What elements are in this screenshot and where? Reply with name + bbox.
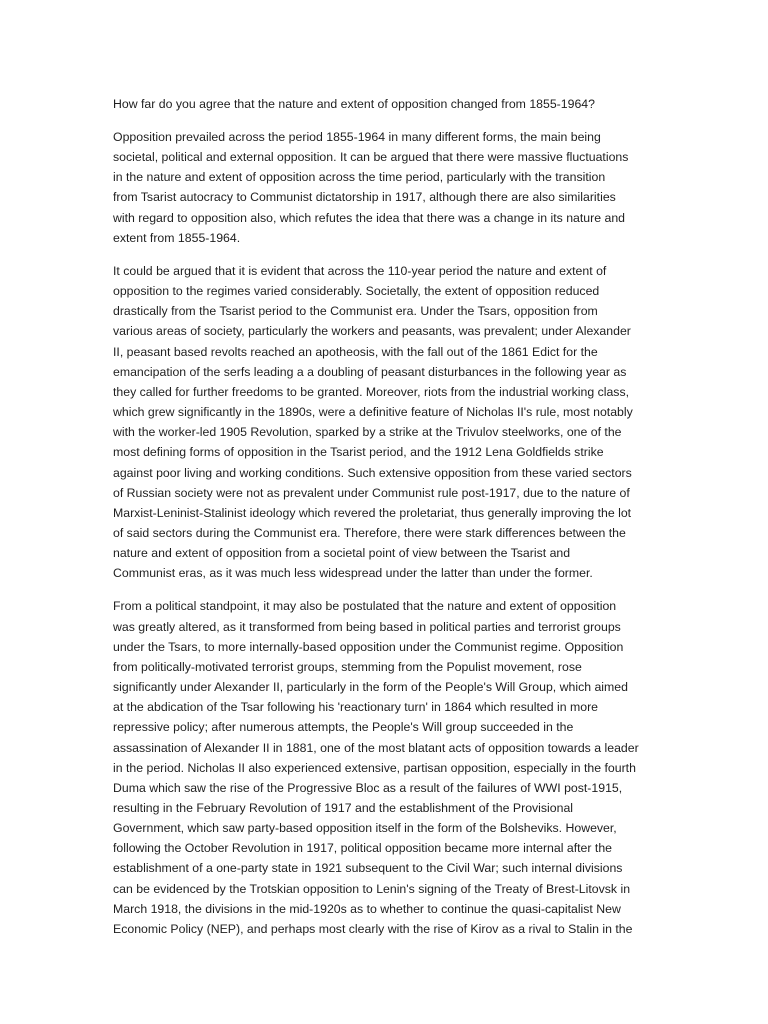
paragraph-line: Opposition prevailed across the period 1855-1964 in many different forms, the main being — [113, 130, 601, 144]
paragraph-line: with the worker-led 1905 Revolution, sparked by a strike at the Trivulov steelworks, one of the — [113, 425, 622, 440]
paragraph-line: following the October Revolution in 1917, political opposition became more internal after the — [113, 841, 612, 856]
paragraph-line: nature and extent of opposition from a societal point of view between the Tsarist and — [113, 546, 571, 561]
paragraph-line: emancipation of the serfs leading a a doubling of peasant disturbances in the following year as — [113, 364, 627, 379]
paragraph-line: opposition to the regimes varied considerably. Societally, the extent of opposition reduced — [113, 284, 600, 299]
essay-paragraph-2 — [113, 261, 649, 584]
paragraph-line: extent from 1855-1964. — [113, 230, 241, 245]
paragraph-line: assassination of Alexander II in 1881, one of the most blatant acts of opposition towards a leader — [113, 740, 639, 755]
essay-paragraph-1 — [113, 127, 649, 248]
paragraph-line: Duma which saw the rise of the Progressive Bloc as a result of the failures of WWI post-1915, — [113, 780, 623, 795]
paragraph-line: II, peasant based revolts reached an apotheosis, with the fall out of the 1861 Edict for the — [113, 344, 598, 359]
paragraph-line: Economic Policy (NEP), and perhaps most clearly with the rise of Kirov as a rival to Stalin in the — [113, 921, 633, 936]
essay-paragraphs — [113, 127, 649, 939]
paragraph-line: which grew significantly in the 1890s, were a definitive feature of Nicholas II's rule, most notably — [113, 405, 633, 420]
paragraph-line: societal, political and external opposition. It can be argued that there were massive fluctuations — [113, 150, 629, 165]
paragraph-line: of said sectors during the Communist era. Therefore, there were stark differences between the — [113, 525, 626, 540]
document-body — [113, 94, 649, 952]
paragraph-line: Marxist-Leninist-Stalinist ideology which revered the proletariat, thus generally improving the lot — [113, 505, 632, 520]
paragraph-line: Government, which saw party-based opposition itself in the form of the Bolsheviks. However, — [113, 821, 617, 836]
paragraph-line: most defining forms of opposition in the Tsarist period, and the 1912 Lena Goldfields strike — [113, 445, 604, 460]
paragraph-line: drastically from the Tsarist period to the Communist era. Under the Tsars, opposition from — [113, 304, 598, 319]
essay-question-heading: How far do you agree that the nature and extent of opposition changed from 1855-1964? — [113, 97, 595, 111]
paragraph-line: various areas of society, particularly the workers and peasants, was prevalent; under Alexander — [113, 324, 631, 339]
paragraph-line: at the abdication of the Tsar following his 'reactionary turn' in 1864 which resulted in more — [113, 700, 599, 715]
paragraph-line: they called for further freedoms to be granted. Moreover, riots from the industrial working class, — [113, 384, 630, 399]
paragraph-line: significantly under Alexander II, particularly in the form of the People's Will Group, which aimed — [113, 680, 628, 695]
paragraph-line: under the Tsars, to more internally-based opposition under the Communist regime. Opposition — [113, 639, 624, 654]
paragraph-line: with regard to opposition also, which refutes the idea that there was a change in its nature and — [113, 210, 626, 225]
paragraph-line: in the nature and extent of opposition across the time period, particularly with the transition — [113, 170, 606, 185]
paragraph-line: Communist eras, as it was much less widespread under the latter than under the former. — [113, 566, 593, 581]
paragraph-line: in the period. Nicholas II also experienced extensive, partisan opposition, especially in the fourth — [113, 760, 636, 775]
paragraph-line: resulting in the February Revolution of 1917 and the establishment of the Provisional — [113, 801, 574, 815]
paragraph-line: can be evidenced by the Trotskian opposition to Lenin's signing of the Treaty of Brest-Litovsk in — [113, 881, 631, 896]
paragraph-line: It could be argued that it is evident that across the 110-year period the nature and extent of — [113, 263, 607, 278]
essay-paragraph-3 — [113, 596, 649, 939]
paragraph-line: March 1918, the divisions in the mid-1920s as to whether to continue the quasi-capitalist New — [113, 901, 621, 916]
paragraph-line: establishment of a one-party state in 1921 subsequent to the Civil War; such internal divisions — [113, 861, 623, 876]
paragraph-line: from Tsarist autocracy to Communist dictatorship in 1917, although there are also similarities — [113, 190, 616, 205]
paragraph-line: of Russian society were not as prevalent under Communist rule post-1917, due to the nature of — [113, 485, 630, 500]
paragraph-line: from politically-motivated terrorist groups, stemming from the Populist movement, rose — [113, 659, 582, 674]
paragraph-line: From a political standpoint, it may also be postulated that the nature and extent of opposition — [113, 599, 617, 614]
paragraph-line: repressive policy; after numerous attempts, the People's Will group succeeded in the — [113, 720, 574, 735]
paragraph-line: against poor living and working conditions. Such extensive opposition from these varied sectors — [113, 465, 632, 480]
paragraph-line: was greatly altered, as it transformed from being based in political parties and terrorist groups — [113, 619, 621, 634]
